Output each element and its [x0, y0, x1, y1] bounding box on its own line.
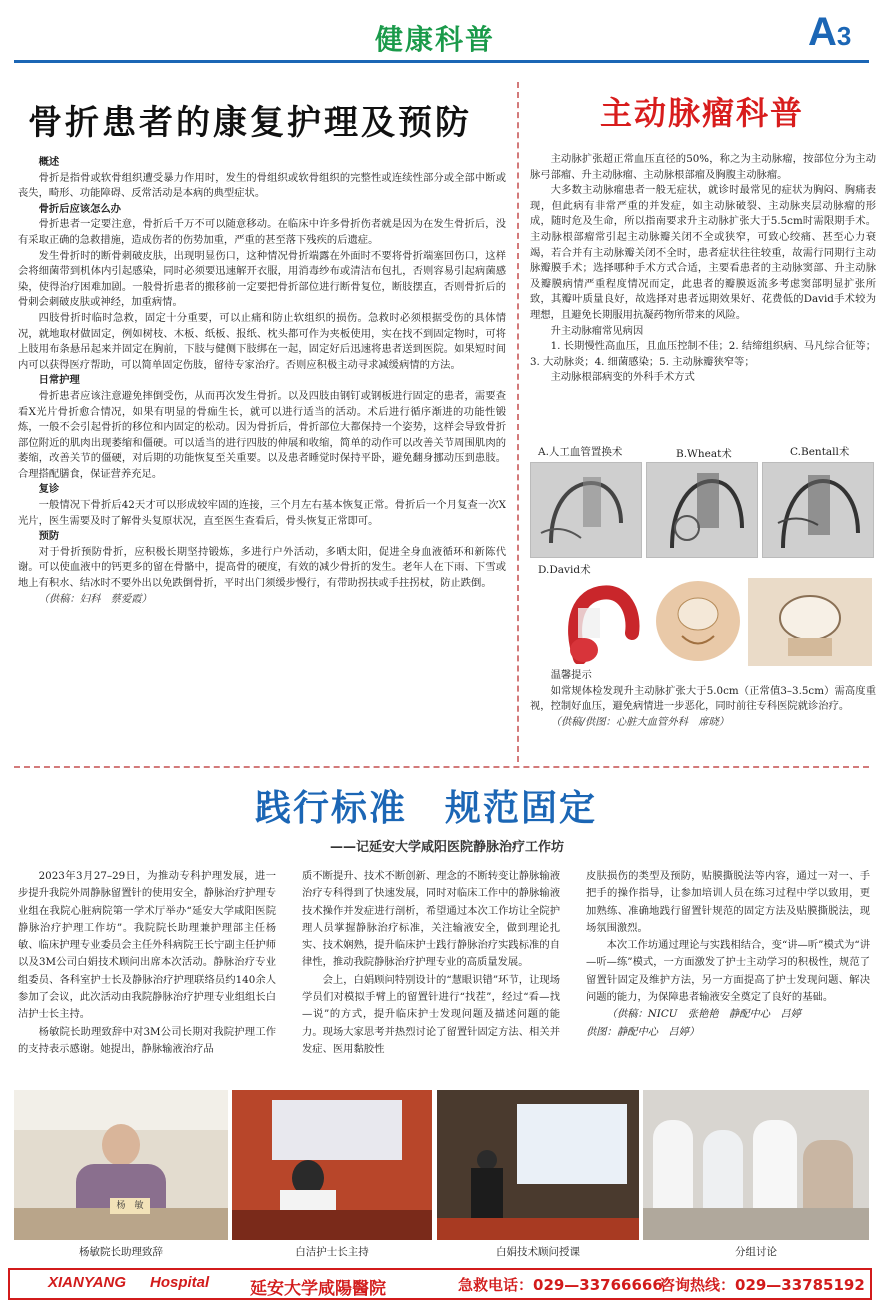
paragraph: 主动脉扩张超正常血压直径的50%，称之为主动脉瘤，按部位分为主动脉弓部瘤、升主动脉瘤、主动脉根部瘤及胸腹主动脉瘤。 — [530, 153, 876, 181]
page-number — [808, 10, 851, 55]
section-title: 健康科普 — [375, 23, 496, 56]
paragraph: 本次工作坊通过理论与实践相结合，变“讲—听”模式为“讲—听—练”模式，一方面激发了护士主动学习的积极性，规范了留置针固定及维护方法，另一方面提高了护士发现问题、解决问题的能力，为保障患者输液安全奠定了良好的基础。 — [586, 939, 870, 1004]
footer-en-1: XIANYANG — [48, 1274, 127, 1291]
bottom-column-2 — [302, 868, 560, 1058]
header-rule — [14, 60, 869, 63]
paragraph: 大多数主动脉瘤患者一般无症状，就诊时最常见的症状为胸闷、胸痛表现，但此病有非常严重的并发症，如主动脉破裂、主动脉夹层动脉瘤的形成，随时危及生命，所以指南要求升主动脉扩张大于5.5cm时需限期手术。主动脉根部瘤常引起主动脉瓣关闭不全或狭窄，可致心绞痛、甚至心力衰竭，若合并有主动脉瓣关闭不全时，患者症状往往较重，故需行同期行主动脉瓣膜手术；选择哪种手术方式合适，主要看患者的主动脉窦部、升主动脉及瓣膜病情严重程度情况而定，此患者的瓣膜返流多考虑窦部明显扩张所致，其瓣叶质量良好，故选择对患者远期效果好、花费低的David手术较为理想，且避免长期服用抗凝药物所带来的风险。 — [530, 184, 876, 321]
paragraph: 杨敏院长助理致辞中对3M公司长期对我院护理工作的支持表示感谢。她提出，静脉输液治疗品 — [18, 1025, 276, 1055]
paragraph: 皮肤损伤的类型及预防，贴膜撕脱法等内容，通过一对一、手把手的操作指导，让参加培训人员在练习过程中学以致用，更加熟练、准确地践行留置针规范的固定方法及贴膜撕脱法，现场氛围激烈。 — [586, 870, 870, 934]
credit: （供稿：妇科 蔡爱霞） — [38, 592, 152, 605]
paragraph: 发生骨折时的断骨刺破皮肤，出现明显伤口，这种情况骨折端露在外面时不要将骨折端塞回伤口，这样会将细菌带到机体内引起感染，同时必须要迅速解开衣服，用消毒纱布或清洁布包扎，否则容易引起病菌感染，使得治疗困难加剧。一般骨折患者的搬移前一定要把骨折部位进行断骨复位，断肢摆直，否则骨折后的骨刺会刺破皮肤或神经，加重病情。 — [18, 249, 506, 309]
right-article-title: 主动脉瘤科普 — [600, 94, 805, 132]
name-plate: 杨 敏 — [110, 1198, 150, 1214]
paragraph: 四肢骨折时临时急救，固定十分重要，可以止痛和防止软组织的损伤。急救时必须根据受伤的具体情况，就地取材做固定，例如树枝、木板、纸板、报纸、枕头都可作为夹板使用，实在找不到固定物时，可将上肢用布条悬吊起来并固定在胸前，下肢与健侧下肢绑在一起，固定好后迅速将患者送到医院。如果短时间内可以获得医疗帮助，可以简单固定伤肢，留待专家治疗。否则应积极主动寻求减缓病情的方法。 — [18, 311, 506, 371]
paragraph: 如常规体检发现升主动脉扩张大于5.0cm（正常值3–3.5cm）需高度重视，控制好血压，避免病情进一步恶化，同时前往专科医院就诊治疗。 — [530, 684, 876, 713]
right-article-body — [530, 152, 876, 386]
photo-lecture — [437, 1090, 639, 1240]
photo-group-discussion — [643, 1090, 869, 1240]
paragraph: 质不断提升、技术不断创新、理念的不断转变让静脉输液治疗专科得到了快速发展，同时对临床工作中的静脉输液技术操作并发症进行剖析，希望通过本次工作坊让全院护理人员掌握静脉治疗标准，关注输液安全，做到理论扎实、技术娴熟，提升临床护士践行静脉治疗实践标准的自律性，推动我院静脉治疗护理专业的高质量发展。 — [302, 870, 560, 969]
heading-overview: 概述 — [38, 156, 60, 168]
figure-d-valve-photo-2 — [748, 578, 872, 666]
paragraph: 一般情况下骨折后42天才可以形成较牢固的连接，三个月左右基本恢复正常。骨折后一个月复查一次X光片，医生需要及时了解骨头复原状况，直至医生查看后，骨头恢复正常即可。 — [18, 499, 506, 527]
footer-hotline: 咨询热线：029—33785192 — [660, 1276, 865, 1294]
figure-d-valve-photo-1 — [652, 576, 744, 666]
photo-caption-3: 白娟技术顾问授课 — [496, 1246, 580, 1258]
photo-caption-1: 杨敏院长助理致辞 — [79, 1246, 163, 1258]
credit-line-2: 供图：静配中心 吕婷） — [586, 1025, 700, 1038]
figure-b-wheat — [646, 462, 758, 558]
page-num: 3 — [836, 21, 852, 51]
figure-d-aorta-illustration — [560, 578, 648, 664]
paragraph: 骨折是指骨或软骨组织遭受暴力作用时，发生的骨组织或软骨组织的完整性或连续性部分或全部中断或丧失，畸形、功能障碍、反常活动是本病的典型症状。 — [18, 171, 506, 200]
paragraph: 会上，白娟顾问特别设计的“慧眼识错”环节，让现场学员们对模拟手臂上的留置针进行“找茬”，经过“看—找—说”的方式，提升临床护士发现问题及描述问题的能力。现场大家思考并热烈讨论了留置针固定方法、相关并发症、医用黏胶性 — [302, 973, 560, 1055]
tip-heading: 温馨提示 — [550, 669, 592, 681]
figure-c-bentall — [762, 462, 874, 558]
footer-en-2: Hospital — [150, 1274, 210, 1291]
heading-what-to-do: 骨折后应该怎么办 — [38, 202, 121, 215]
photo-caption-4: 分组讨论 — [735, 1246, 777, 1258]
figure-a-graft-replacement — [530, 462, 642, 558]
left-article-body — [18, 155, 506, 607]
bottom-article-subtitle: ——记延安大学咸阳医院静脉治疗工作坊 — [330, 840, 565, 855]
footer-banner — [8, 1268, 872, 1300]
page-letter: A — [808, 10, 837, 54]
photo-caption-2: 白洁护士长主持 — [295, 1246, 369, 1258]
photo-host — [232, 1090, 432, 1240]
footer-hospital-name: 延安大学咸陽醫院 — [250, 1279, 386, 1299]
section-divider — [14, 766, 869, 768]
bottom-article-title: 践行标准 规范固定 — [255, 788, 598, 829]
footer-emergency: 急救电话：029—33766666 — [458, 1276, 663, 1294]
bottom-column-3 — [586, 868, 870, 1041]
bottom-column-1 — [18, 868, 276, 1058]
figure-label-d: D.David术 — [538, 564, 591, 576]
figure-label-b: B.Wheat术 — [676, 448, 732, 460]
left-article-title: 骨折患者的康复护理及预防 — [28, 103, 472, 143]
heading-daily-care: 日常护理 — [38, 374, 80, 387]
paragraph: 升主动脉瘤常见病因 — [550, 324, 644, 337]
paragraph: 骨折患者一定要注意，骨折后千万不可以随意移动。在临床中许多骨折伤者就是因为在发生骨折后，没有采取正确的急救措施，造成伤者的伤势加重，严重的甚至落下残疾的后遗症。 — [18, 218, 506, 246]
credit: （供稿/供图：心脏大血管外科 席晓） — [550, 715, 730, 728]
right-article-tips — [530, 668, 876, 730]
heading-review: 复诊 — [38, 483, 60, 496]
figure-label-a: A.人工血管置换术 — [538, 446, 623, 458]
paragraph: 对于骨折预防骨折，应积极长期坚持锻炼，多进行户外活动，多晒太阳，促进全身血液循环和新陈代谢。可以使血液中的钙更多的留在骨骼中，提高骨的硬度，有效的减少骨折的发生。老年人在下雨、下雪或地上有积水、结冰时不要外出以免跌倒骨折，平时出门须缓步慢行，有带助拐扶或手拄拐杖，防止跌倒。 — [18, 545, 506, 590]
figure-label-c: C.Bentall术 — [790, 446, 850, 458]
heading-prevention: 预防 — [38, 530, 60, 543]
paragraph: 2023年3月27–29日，为推动专科护理发展，进一步提升我院外周静脉留置针的使用安全，静脉治疗护理专业组在我院心脏病院第一学术厅举办“延安大学咸阳医院静脉治疗护理工作坊”。我院院长助理兼护理部主任杨敏、临床护理专业委员会主任外科病院王长宁副主任护师以及3M公司白娟技术顾问出席本次活动。静脉治疗专业组委员、各科室护士长及静脉治疗护理联络员约140余人参加了会议，此次活动由我院静脉治疗护理专业组组长白洁护士长主持。 — [18, 870, 276, 1021]
credit-line-1: （供稿：NICU 张艳艳 静配中心 吕婷 — [606, 1008, 801, 1021]
paragraph: 骨折患者应该注意避免摔倒受伤，从而再次发生骨折。以及四肢由钢钉或钢板进行固定的患者，需要查看X光片骨折愈合情况，如果有明显的骨痂生长，就可以进行适当的活动。术后进行循序渐进的功能性锻炼，一般不会引起骨折的移位和内固定的松动。因为骨折后，骨折部位大都保持一个姿势，这样会导致骨折部位附近的肌肉出现萎缩和僵硬。可以适当的进行四肢的伸展和收缩，简单的动作可以改善关节周围肌肉的萎缩，改善关节的僵硬，对后期的功能恢复至关重要。以及患者睡觉时保持平卧，避免翻身挪动压到患肢。合理搭配膳食，保证营养充足。 — [18, 389, 506, 480]
column-divider — [517, 82, 519, 762]
paragraph: 主动脉根部病变的外科手术方式 — [550, 371, 695, 384]
photo-speech — [14, 1090, 228, 1240]
paragraph: 1. 长期慢性高血压，且血压控制不佳；2. 结缔组织病、马凡综合征等；3. 大动脉炎；4. 细菌感染；5. 主动脉瓣狭窄等； — [530, 340, 876, 368]
